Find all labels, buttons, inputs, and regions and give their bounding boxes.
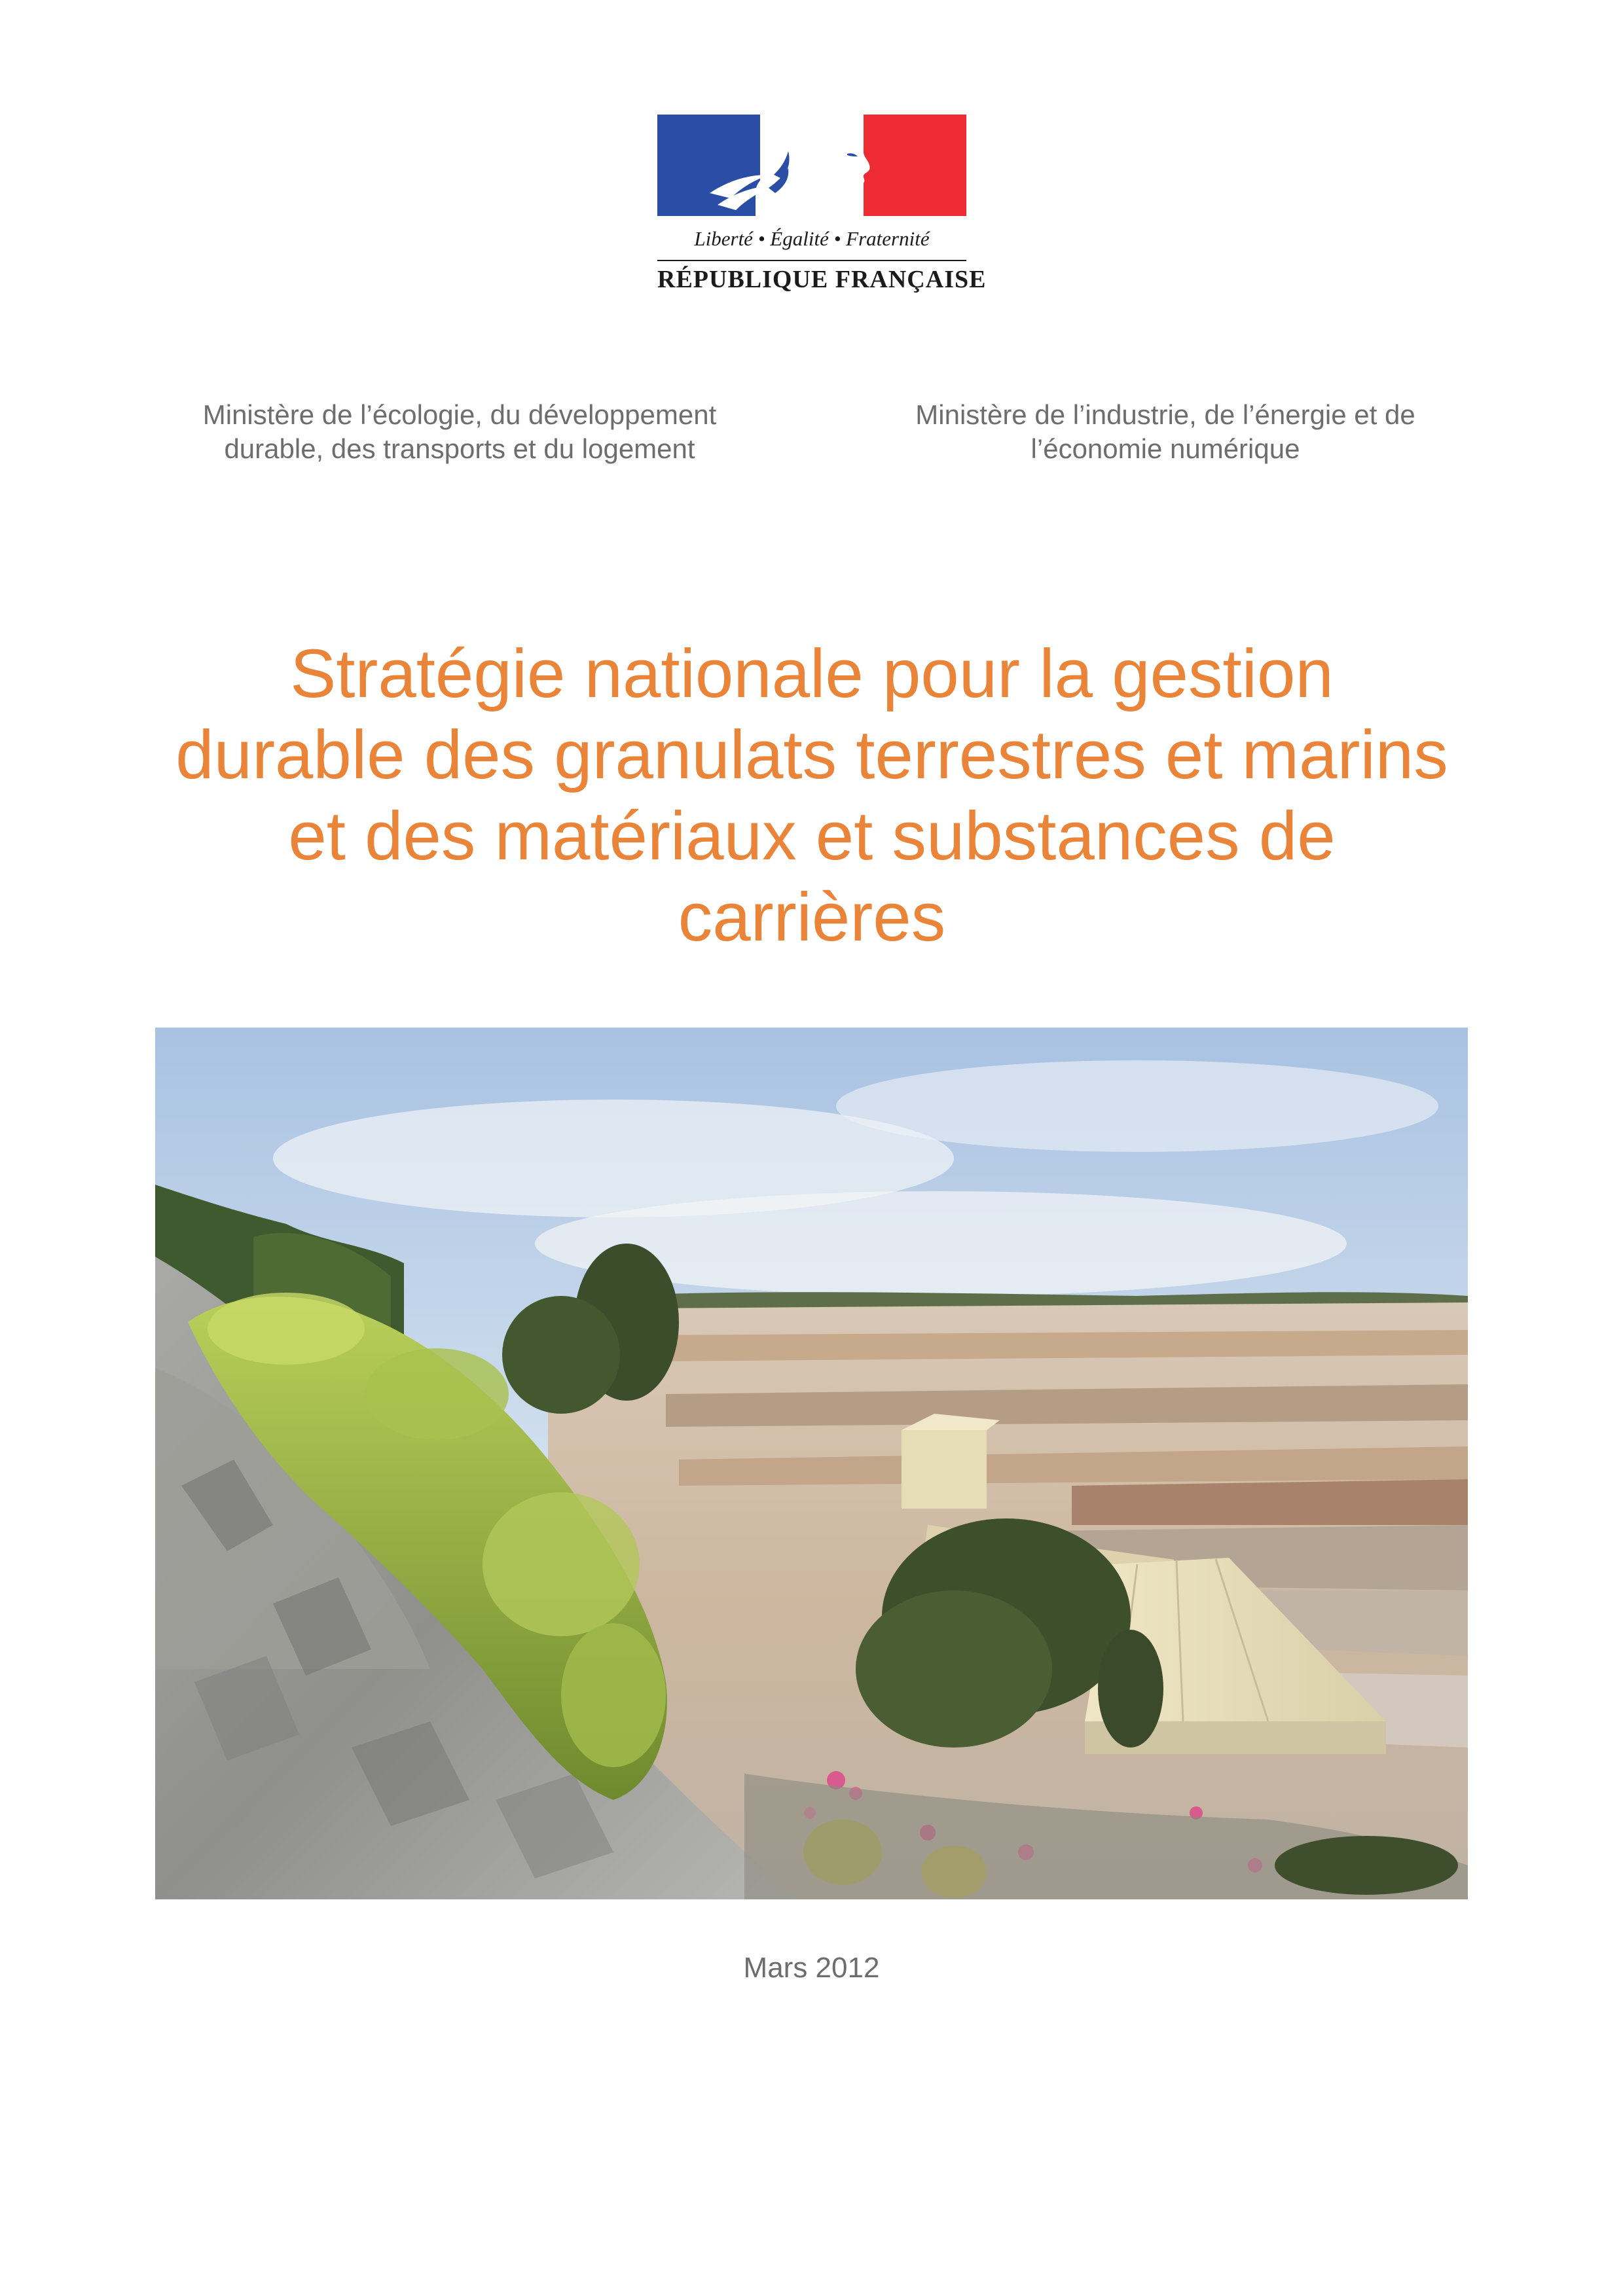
ministry-ecology-line1: Ministère de l’écologie, du développement (202, 399, 717, 430)
republique-francaise-logo (657, 115, 987, 304)
ministry-industry (871, 398, 1460, 466)
title-line-2: durable des granulats terrestres et marins (175, 717, 1448, 793)
ministry-industry-line2: l’économie numérique (1030, 433, 1300, 464)
cover-photo (155, 1028, 1468, 1899)
title-line-1: Stratégie nationale pour la gestion (290, 636, 1334, 712)
motto-divider (657, 260, 966, 261)
ministry-ecology-line2: durable, des transports et du logement (224, 433, 695, 464)
publication-date: Mars 2012 (743, 1952, 880, 1984)
republic-motto: Liberté • Égalité • Fraternité (694, 227, 930, 250)
republic-name: RÉPUBLIQUE FRANÇAISE (657, 266, 987, 293)
ministry-industry-line1: Ministère de l’industrie, de l’énergie et de (915, 399, 1415, 430)
marianne-icon (657, 115, 966, 216)
quarry-landscape-photo (155, 1028, 1468, 1899)
title-line-4: carrières (678, 879, 946, 956)
ministry-ecology (165, 398, 754, 466)
title-line-3: et des matériaux et substances de (288, 798, 1336, 874)
document-title (118, 634, 1506, 958)
